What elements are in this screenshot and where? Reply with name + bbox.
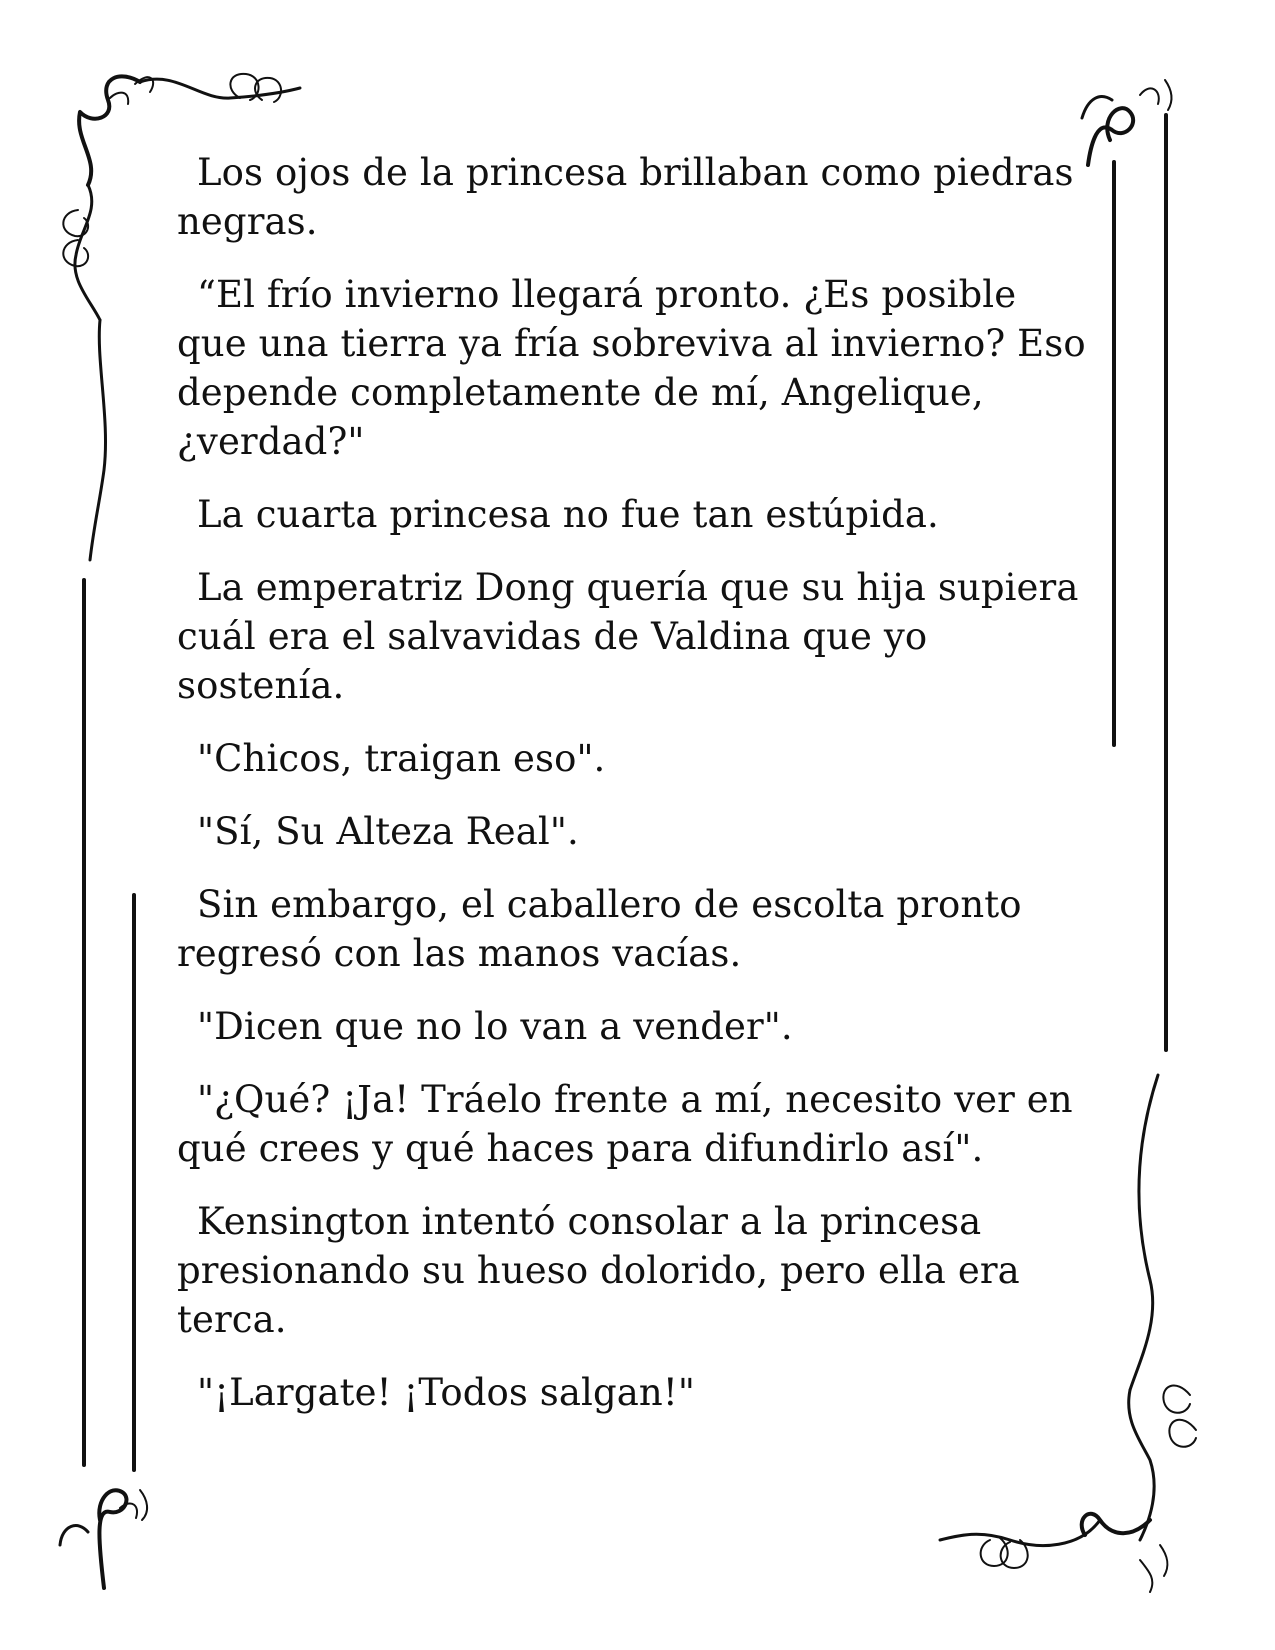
paragraph: "¡Largate! ¡Todos salgan!" [197, 1371, 695, 1414]
paragraph: Sin embargo, el caballero de escolta pronto regresó con las manos vacías. [177, 883, 1022, 975]
paragraph: "¿Qué? ¡Ja! Tráelo frente a mí, necesito ver en qué crees y qué haces para difundirlo así". [177, 1078, 1073, 1170]
paragraph: "Dicen que no lo van a vender". [197, 1005, 793, 1048]
paragraph: La cuarta princesa no fue tan estúpida. [197, 493, 939, 536]
body-text [177, 148, 1097, 1441]
paragraph: Kensington intentó consolar a la princesa presionando su hueso dolorido, pero ella era terca. [177, 1200, 1020, 1341]
flourish-bottom-left [60, 1490, 147, 1588]
paragraph: Los ojos de la princesa brillaban como piedras negras. [177, 151, 1074, 243]
paragraph: La emperatriz Dong quería que su hija supiera cuál era el salvavidas de Valdina que yo sostenía. [177, 566, 1079, 707]
paragraph: "Chicos, traigan eso". [197, 737, 606, 780]
paragraph: “El frío invierno llegará pronto. ¿Es posible que una tierra ya fría sobreviva al invierno? Eso depende completamente de mí, Angelique, ¿verdad?" [177, 273, 1086, 463]
paragraph: "Sí, Su Alteza Real". [197, 810, 579, 853]
